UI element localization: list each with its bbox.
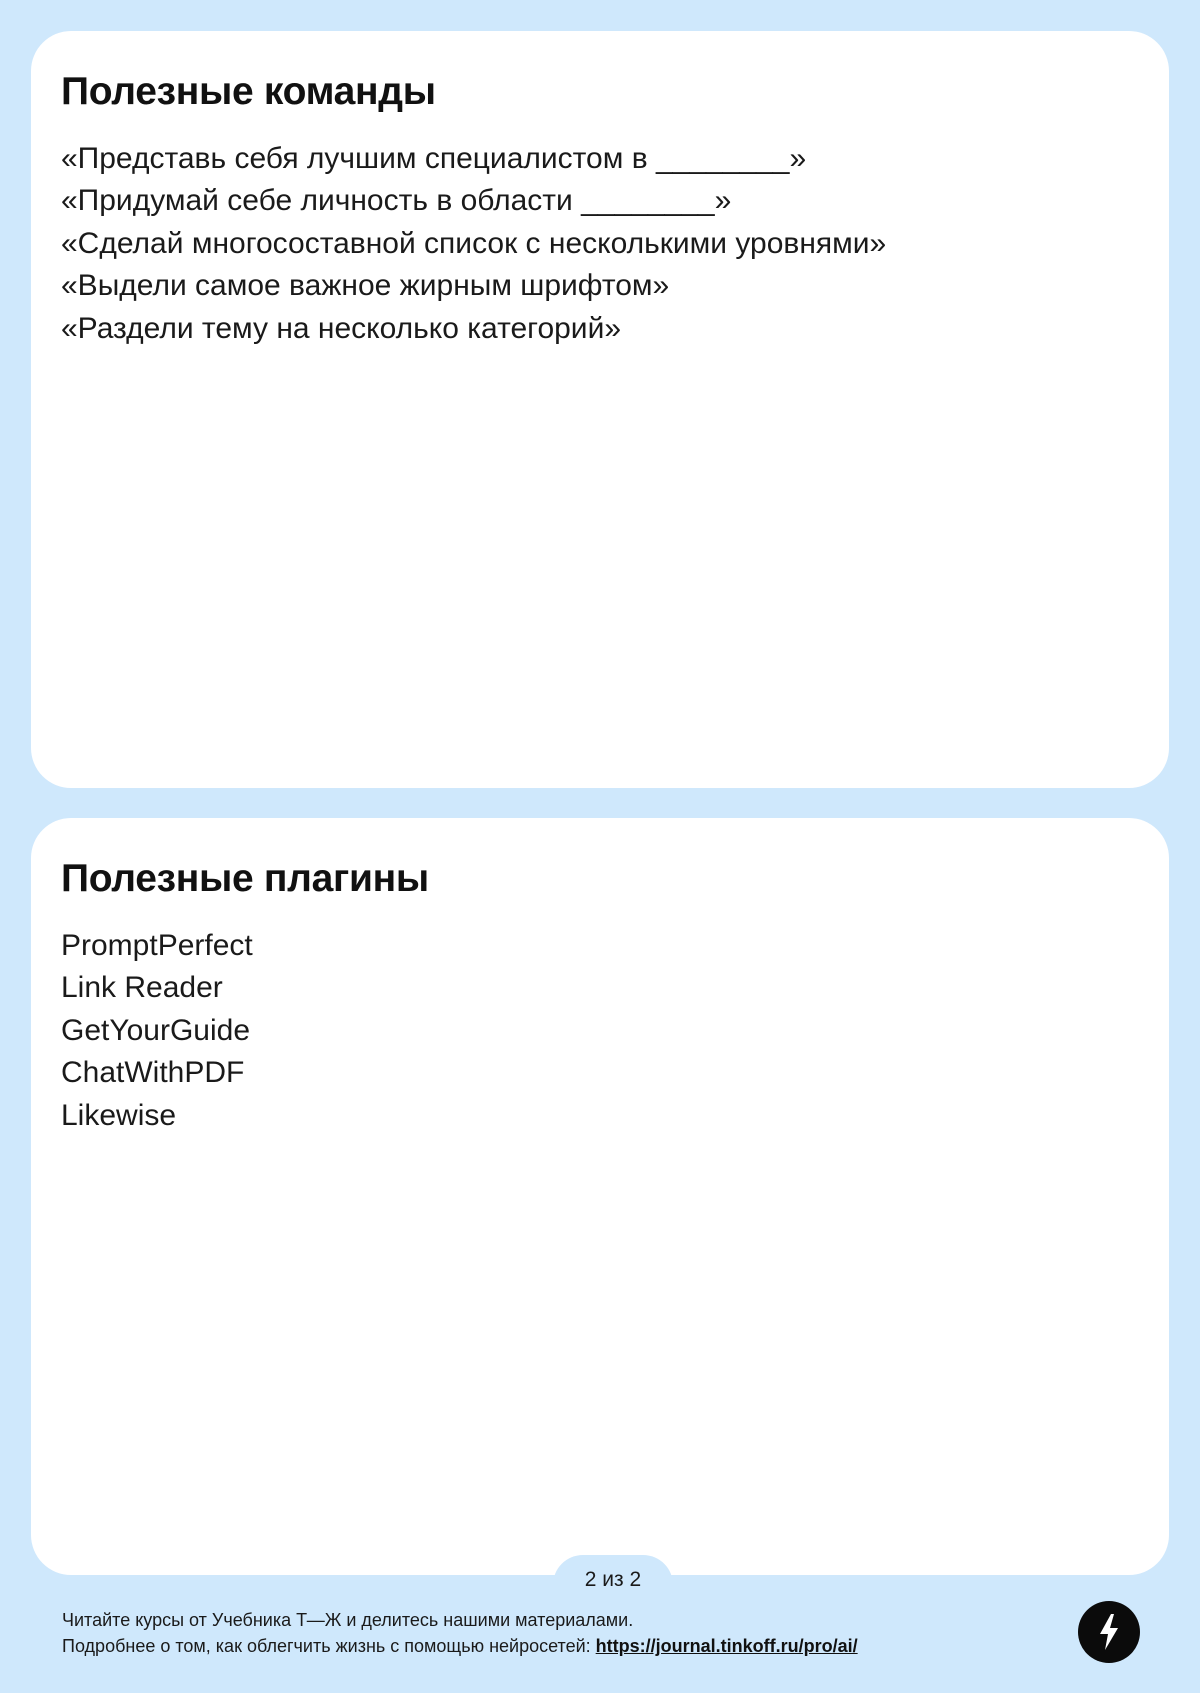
list-item: PromptPerfect bbox=[61, 928, 253, 962]
list-item: GetYourGuide bbox=[61, 1013, 251, 1047]
list-item: Link Reader bbox=[61, 971, 223, 1005]
list-item: «Сделай многосоставной список с несколькими уровнями» bbox=[61, 226, 887, 260]
list-item: «Раздели тему на несколько категорий» bbox=[61, 311, 622, 345]
footer-line-2 bbox=[62, 1633, 858, 1659]
list-item: «Представь себя лучшим специалистом в ________» bbox=[61, 141, 807, 175]
list-item: «Придумай себе личность в области ________» bbox=[61, 184, 732, 218]
commands-title: Полезные команды bbox=[61, 70, 436, 113]
list-item: «Выдели самое важное жирным шрифтом» bbox=[61, 269, 670, 303]
footer-line-1: Читайте курсы от Учебника Т—Ж и делитесь нашими материалами. bbox=[62, 1610, 634, 1630]
page-indicator bbox=[553, 1555, 673, 1605]
plugins-title: Полезные плагины bbox=[61, 857, 429, 900]
list-item: Likewise bbox=[61, 1098, 177, 1132]
logo bbox=[1078, 1601, 1140, 1663]
list-item: ChatWithPDF bbox=[61, 1056, 245, 1090]
footer-link[interactable]: https://journal.tinkoff.ru/pro/ai/ bbox=[595, 1636, 858, 1656]
commands-list bbox=[61, 138, 1139, 351]
footer-line-2-text: Подробнее о том, как облегчить жизнь с помощью нейросетей: bbox=[62, 1636, 596, 1656]
plugins-card bbox=[31, 818, 1169, 1575]
commands-card bbox=[31, 31, 1169, 788]
footer bbox=[62, 1607, 858, 1659]
plugins-list bbox=[61, 925, 1139, 1138]
page-indicator-label: 2 из 2 bbox=[584, 1568, 642, 1591]
lightning-bolt-icon bbox=[1094, 1612, 1124, 1652]
